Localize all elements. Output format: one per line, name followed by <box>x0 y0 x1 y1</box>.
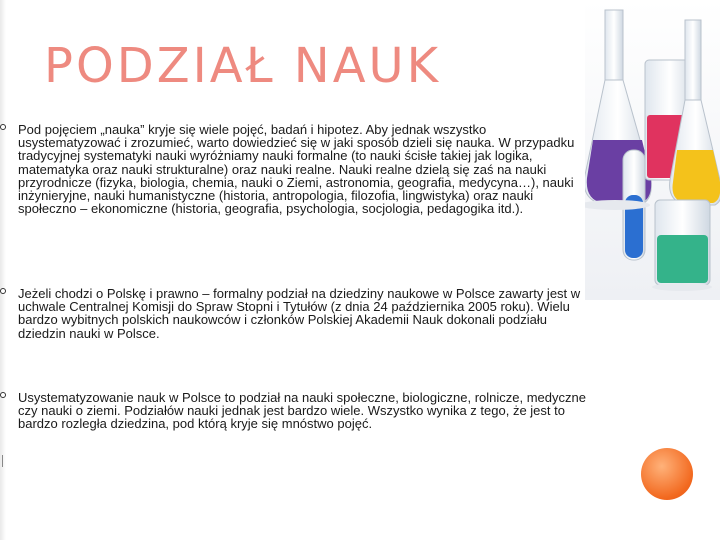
slide-title: PODZIAŁ NAUK <box>44 38 442 94</box>
bullet-dot-icon <box>0 288 6 294</box>
left-edge-tick <box>2 455 3 467</box>
flasks-illustration <box>585 0 720 300</box>
bullet-text: Usystematyzowanie nauk w Polsce to podział na nauki społeczne, biologiczne, rolnicze, medyczne czy nauki o ziemi. Podziałów nauki jednak jest bardzo wiele. Wszystko wynika z tego, że jest to bardzo rozległa dziedzina, pod którą kryje się mnóstwo pojęć. <box>18 390 586 432</box>
bullet-item-1 <box>4 123 586 215</box>
bullet-dot-icon <box>0 392 6 398</box>
bullet-item-3 <box>4 391 586 431</box>
laboratory-flasks-photo <box>585 0 720 300</box>
bullet-text: Pod pojęciem „nauka” kryje się wiele pojęć, badań i hipotez. Aby jednak wszystko usystematyzować i zrozumieć, warto dowiedzieć się w jaki sposób dzieli się nauka. W przypadku tradycyjnej systematyki nauki wyróżniamy nauki formalne (to nauki ścisłe takiej jak logika, matematyka oraz nauki strukturalne) oraz nauki realne. Nauki realne dzielą się zaś na nauki przyrodnicze (fizyka, biologia, chemia, nauki o Ziemi, astronomia, geografia, medycyna…), nauki inżynieryjne, nauki humanistyczne (historia, antropologia, filozofia, lingwistyka) oraz nauki społeczno – ekonomiczne (historia, geografia, psychologia, socjologia, pedagogika itd.). <box>18 122 575 217</box>
bullet-text: Jeżeli chodzi o Polskę i prawno – formalny podział na dziedziny naukowe w Polsce zawarty jest w uchwale Centralnej Komisji do Spraw Stopni i Tytułów (z dnia 24 października 2005 roku). Wielu bardzo wybitnych polskich naukowców i członków Polskiej Akademii Nauk dokonali podziału dziedzin nauki w Polsce. <box>18 286 581 341</box>
left-edge-rule <box>0 0 6 540</box>
bullet-item-2 <box>4 287 586 340</box>
orange-circle-icon <box>641 448 693 500</box>
bullet-dot-icon <box>0 124 6 130</box>
